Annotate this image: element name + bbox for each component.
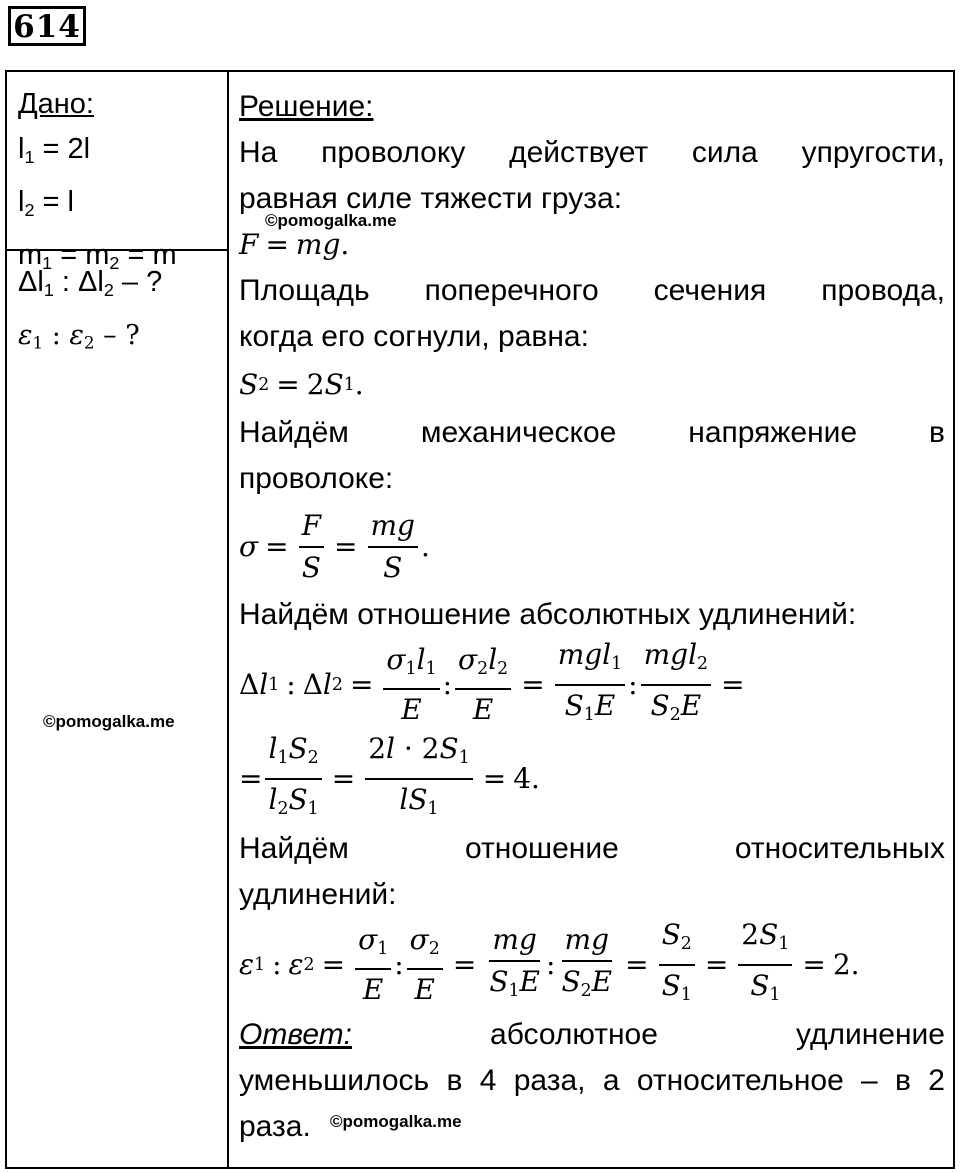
problem-number: 614 bbox=[8, 6, 86, 46]
answer-label: Ответ: bbox=[239, 1018, 352, 1051]
formula-rel-ratio: ε 1 : ε 2 = $\frac{\sigma_1}{E}$ : $\frac{\sigma_2}{E}$ = $\frac{mg}{S_1E}$ : $\frac{mg}{S_2E}$ = $\frac{S_2}{S_1}$ = $\frac{2S_1}{S_1}$ = 2. bbox=[239, 918, 860, 1007]
solution-text-2a: Площадь поперечного сечения провода, bbox=[239, 274, 945, 307]
solution-text-1b: равная силе тяжести груза: bbox=[239, 182, 623, 215]
solution-text-2b: когда его согнули, равна: bbox=[239, 320, 589, 353]
given-heading: Дано: bbox=[18, 88, 94, 120]
solution-section bbox=[239, 84, 945, 1150]
find-rel-ratio: $\varepsilon_1$ : $\varepsilon_2$ – ? bbox=[18, 320, 140, 353]
solution-text-1a: На проволоку действует сила упругости, bbox=[239, 136, 945, 169]
solution-table bbox=[5, 70, 955, 1169]
answer-line-1 bbox=[239, 1012, 945, 1058]
solution-text-3b: проволоке: bbox=[239, 462, 394, 495]
answer-text-1: абсолютное удлинение bbox=[490, 1018, 945, 1051]
solution-heading: Решение: bbox=[239, 90, 374, 123]
answer-line-3: раза. bbox=[239, 1110, 311, 1143]
given-l2: $l_2 = l$ bbox=[18, 186, 74, 221]
given-l1: $l_1 = 2l$ bbox=[18, 133, 91, 168]
formula-abs-ratio-2: = $\frac{l_1S_2}{l_2S_1}$ = $\frac{2l \cdot 2S_1}{lS_1}$ = 4. bbox=[239, 732, 540, 819]
formula-force: F = mg . bbox=[239, 228, 350, 261]
find-section bbox=[18, 260, 162, 366]
given-mass: $m_1 = m_2 = m$ bbox=[18, 239, 177, 274]
formula-abs-ratio-1: Δ l 1 : Δ l 2 = $\frac{\sigma_1l_1}{E}$ : $\frac{\sigma_2l_2}{E}$ = $\frac{mgl_1}{S_1E}$ : $\frac{mgl_2}{S_2E}$ = bbox=[239, 638, 745, 727]
given-section bbox=[18, 82, 177, 286]
column-divider bbox=[227, 72, 229, 1167]
formula-area: S 2 = 2 S 1 . bbox=[239, 368, 364, 401]
formula-stress: σ = $\frac{F}{S}$ = $\frac{mg}{S}$ . bbox=[239, 509, 430, 584]
solution-text-3a: Найдём механическое напряжение в bbox=[239, 416, 945, 449]
solution-text-5b: удлинений: bbox=[239, 878, 397, 911]
find-abs-ratio: $\Delta l_1$ : $\Delta l_2$ – ? bbox=[18, 266, 163, 301]
answer-line-2: уменьшилось в 4 раза, а относительное – в 2 bbox=[239, 1064, 945, 1097]
watermark: ©pomogalka.me bbox=[265, 211, 397, 230]
watermark: ©pomogalka.me bbox=[43, 712, 175, 731]
solution-text-4: Найдём отношение абсолютных удлинений: bbox=[239, 598, 857, 631]
watermark: ©pomogalka.me bbox=[330, 1112, 462, 1131]
solution-text-5a: Найдём отношение относительных bbox=[239, 832, 945, 865]
